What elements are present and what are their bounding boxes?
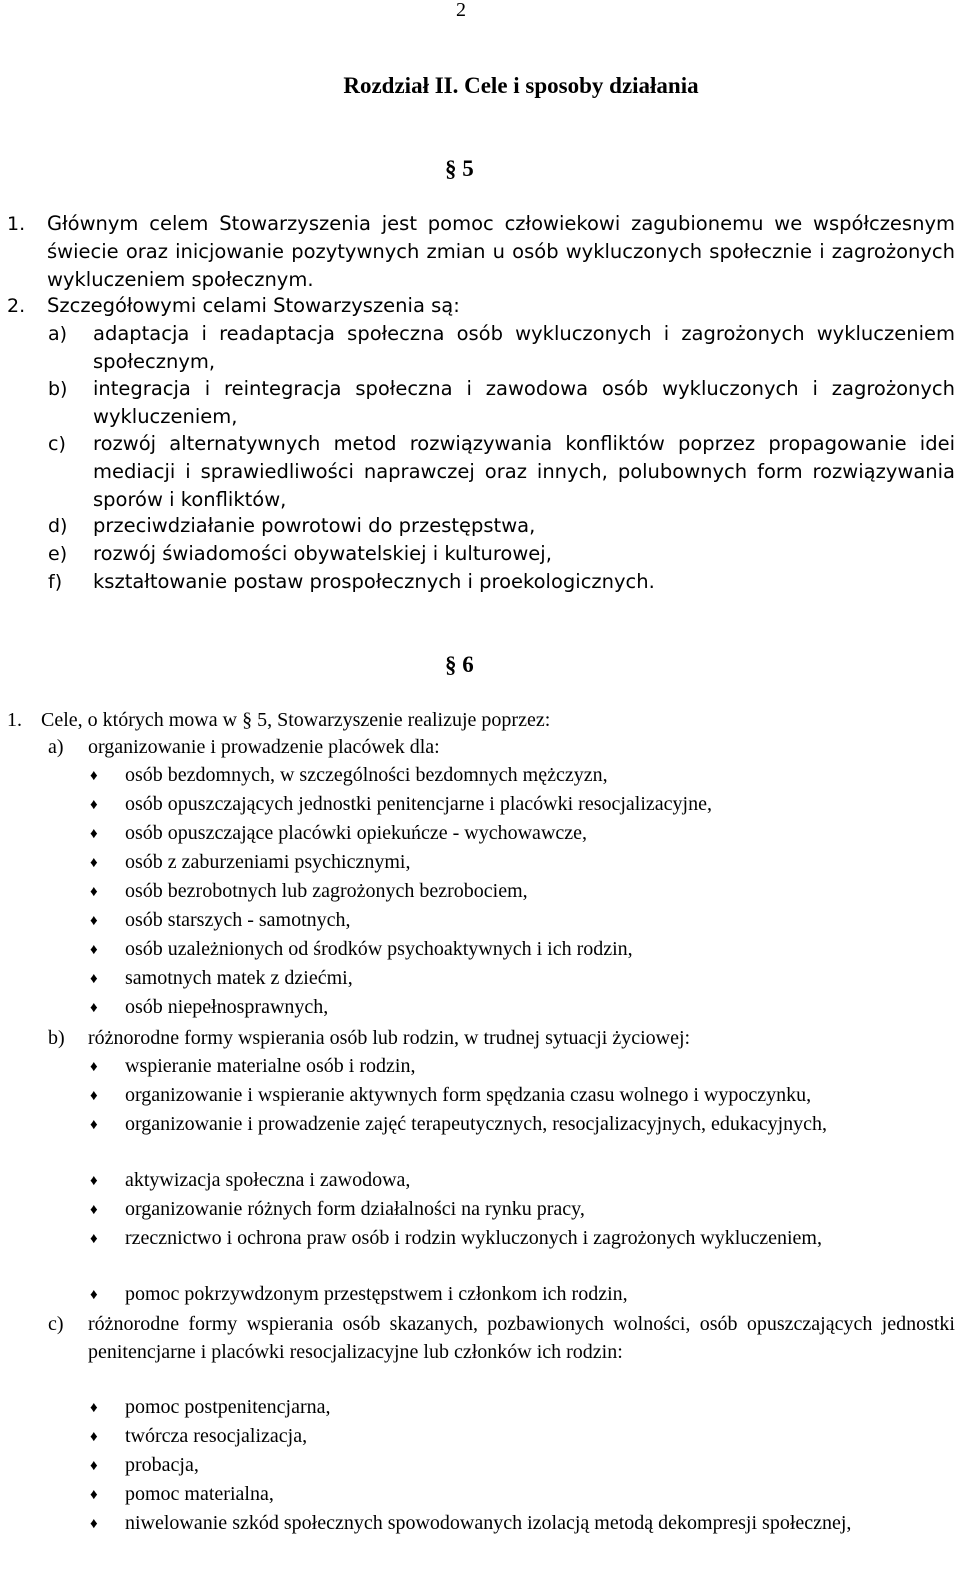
diamond-bullet-icon: ♦: [90, 768, 98, 784]
paragraph-text: Szczegółowymi celami Stowarzyszenia są:: [47, 294, 460, 317]
list-letter: b): [48, 1027, 65, 1049]
chapter-title: Rozdział II. Cele i sposoby działania: [343, 73, 699, 98]
bullet-item: pomoc pokrzywdzonym przestępstwem i członkom ich rodzin,: [125, 1283, 628, 1305]
diamond-bullet-icon: ♦: [90, 1059, 98, 1075]
section-mark-5: § 5: [445, 156, 474, 181]
bullet-item: osób niepełnosprawnych,: [125, 996, 329, 1018]
list-letter: e): [48, 543, 68, 565]
list-item: kształtowanie postaw prospołecznych i proekologicznych.: [93, 570, 655, 593]
diamond-bullet-icon: ♦: [90, 1202, 98, 1218]
diamond-bullet-icon: ♦: [90, 1458, 98, 1474]
bullet-item: pomoc postpenitencjarna,: [125, 1396, 331, 1418]
bullet-item: rzecznictwo i ochrona praw osób i rodzin wykluczonych i zagrożonych wykluczeniem,: [125, 1227, 822, 1249]
diamond-bullet-icon: ♦: [90, 1173, 98, 1189]
page-number: 2: [456, 0, 466, 21]
list-letter: b): [48, 378, 68, 400]
list-item: rozwój świadomości obywatelskiej i kulturowej,: [93, 542, 552, 565]
list-letter: f): [48, 571, 63, 593]
list-item: rozwój alternatywnych metod rozwiązywania konfliktów poprzez propagowanie idei mediacji i sprawiedliwości naprawczej oraz innych, polubownych form rozwiązywania sporów i konfliktów,: [93, 432, 955, 511]
list-item: przeciwdziałanie powrotowi do przestępstwa,: [93, 514, 536, 537]
bullet-item: organizowanie i prowadzenie zajęć terapeutycznych, resocjalizacyjnych, edukacyjnych,: [125, 1113, 828, 1135]
paragraph-number: 2.: [7, 295, 26, 317]
bullet-item: pomoc materialna,: [125, 1483, 274, 1505]
diamond-bullet-icon: ♦: [90, 1231, 98, 1247]
paragraph-text: Głównym celem Stowarzyszenia jest pomoc człowiekowi zagubionemu we współczesnym świecie oraz inicjowanie pozytywnych zmian u osób wykluczonych społecznie i zagrożonych wykluczeniem społecznym.: [47, 212, 955, 291]
diamond-bullet-icon: ♦: [90, 913, 98, 929]
bullet-item: osób bezrobotnych lub zagrożonych bezrobociem,: [125, 880, 528, 902]
bullet-item: twórcza resocjalizacja,: [125, 1425, 308, 1447]
paragraph-number: 1.: [7, 709, 22, 731]
diamond-bullet-icon: ♦: [90, 797, 98, 813]
diamond-bullet-icon: ♦: [90, 942, 98, 958]
diamond-bullet-icon: ♦: [90, 1088, 98, 1104]
bullet-item: organizowanie różnych form działalności na rynku pracy,: [125, 1198, 585, 1220]
bullet-item: osób starszych - samotnych,: [125, 909, 351, 931]
section-mark-6: § 6: [445, 652, 474, 677]
bullet-item: osób bezdomnych, w szczególności bezdomnych mężczyzn,: [125, 764, 608, 786]
bullet-item: wspieranie materialne osób i rodzin,: [125, 1055, 416, 1077]
bullet-item: osób uzależnionych od środków psychoaktywnych i ich rodzin,: [125, 938, 633, 960]
diamond-bullet-icon: ♦: [90, 1516, 98, 1532]
bullet-item: osób z zaburzeniami psychicznymi,: [125, 851, 411, 873]
diamond-bullet-icon: ♦: [90, 1000, 98, 1016]
diamond-bullet-icon: ♦: [90, 884, 98, 900]
list-item: różnorodne formy wspierania osób skazanych, pozbawionych wolności, osób opuszczających jednostki penitencjarne i placówki resocjalizacyjne lub członków ich rodzin:: [88, 1313, 955, 1363]
list-letter: c): [48, 433, 66, 455]
diamond-bullet-icon: ♦: [90, 1287, 98, 1303]
list-letter: d): [48, 515, 68, 537]
bullet-item: osób opuszczających jednostki penitencjarne i placówki resocjalizacyjne,: [125, 793, 712, 815]
diamond-bullet-icon: ♦: [90, 971, 98, 987]
diamond-bullet-icon: ♦: [90, 1487, 98, 1503]
list-letter: c): [48, 1313, 64, 1335]
bullet-item: niwelowanie szkód społecznych spowodowanych izolacją metodą dekompresji społecznej,: [125, 1512, 852, 1534]
diamond-bullet-icon: ♦: [90, 1117, 98, 1133]
bullet-item: samotnych matek z dziećmi,: [125, 967, 353, 989]
list-item: organizowanie i prowadzenie placówek dla:: [88, 736, 440, 758]
diamond-bullet-icon: ♦: [90, 826, 98, 842]
diamond-bullet-icon: ♦: [90, 1429, 98, 1445]
bullet-item: organizowanie i wspieranie aktywnych form spędzania czasu wolnego i wypoczynku,: [125, 1084, 812, 1106]
paragraph-number: 1.: [7, 213, 26, 235]
paragraph-text: Cele, o których mowa w § 5, Stowarzyszenie realizuje poprzez:: [41, 709, 551, 731]
bullet-item: aktywizacja społeczna i zawodowa,: [125, 1169, 411, 1191]
bullet-item: osób opuszczające placówki opiekuńcze - wychowawcze,: [125, 822, 588, 844]
list-item: integracja i reintegracja społeczna i zawodowa osób wykluczonych i zagrożonych wykluczeniem,: [93, 377, 955, 428]
list-item: adaptacja i readaptacja społeczna osób wykluczonych i zagrożonych wykluczeniem społecznym,: [93, 322, 955, 373]
diamond-bullet-icon: ♦: [90, 1400, 98, 1416]
diamond-bullet-icon: ♦: [90, 855, 98, 871]
list-letter: a): [48, 736, 64, 758]
list-item: różnorodne formy wspierania osób lub rodzin, w trudnej sytuacji życiowej:: [88, 1027, 691, 1049]
list-letter: a): [48, 323, 68, 345]
bullet-item: probacja,: [125, 1454, 199, 1476]
